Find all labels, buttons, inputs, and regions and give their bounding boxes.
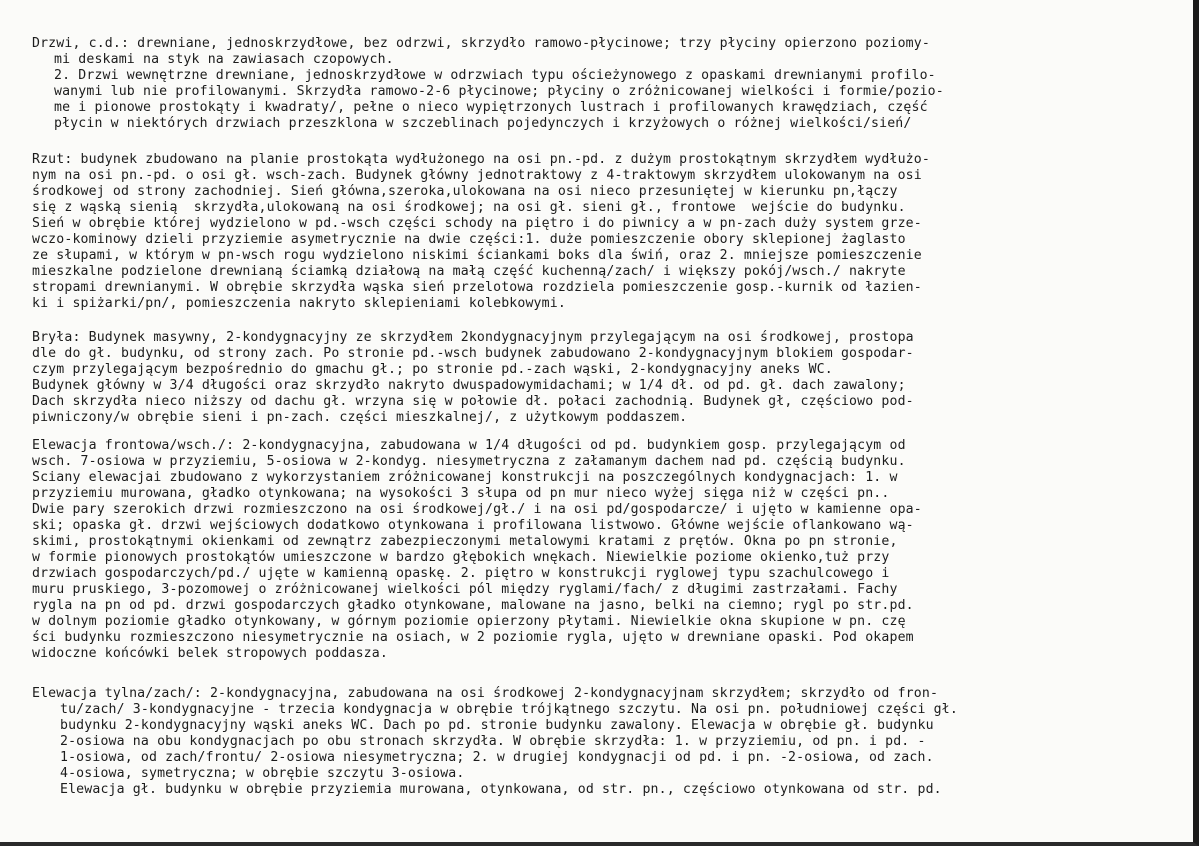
text-line: Rzut: budynek zbudowano na planie prostokąta wydłużonego na osi pn.-pd. z dużym prostokątnym skrzydłem wydłużo- <box>32 152 930 167</box>
paragraph-rzut <box>32 152 1179 312</box>
paragraph-drzwi <box>32 36 1179 132</box>
text-line: widoczne końcówki belek stropowych poddasza. <box>32 646 388 661</box>
text-line: muru pruskiego, 3-pozomowej o zróżnicowanej wielkości pól między ryglami/fach/ z długimi zastrzałami. Fachy <box>32 582 898 597</box>
text-line: drzwiach gospodarczych/pd./ ujęte w kamienną opaskę. 2. piętro w konstrukcji ryglowej typu szachulcowego i <box>32 566 890 581</box>
text-line: środkowej od strony zachodniej. Sień główna,szeroka,ulokowana na osi nieco przesuniętej w kierunku pn,łączy <box>32 184 898 199</box>
text-line: w formie pionowych prostokątów umieszczone w bardzo głębokich wnękach. Niewielkie poziome okienko,tuż przy <box>32 550 890 565</box>
text-line: wczo-kominowy dzieli przyziemie asymetrycznie na dwie części:1. duże pomieszczenie obory sklepionej żaglasto <box>32 232 906 247</box>
text-line: 4-osiowa, symetryczna; w obrębie szczytu 3-osiowa. <box>60 766 465 781</box>
text-line: nym na osi pn.-pd. o osi gł. wsch-zach. Budynek główny jednotraktowy z 4-traktowym skrzydłem ulokowanym na osi <box>32 168 922 183</box>
text-line: Ściany elewacjai zbudowano z wykorzystaniem zróżnicowanej konstrukcji na poszczególnych kondygnacjach: 1. w <box>32 470 898 485</box>
text-line: ski; opaska gł. drzwi wejściowych dodatkowo otynkowana i profilowana listwowo. Główne wejście oflankowano wą- <box>32 518 914 533</box>
text-line: rygla na pn od pd. drzwi gospodarczych gładko otynkowane, malowane na jasno, belki na ciemno; rygl po str.pd. <box>32 598 914 613</box>
text-line: czym przylegającym bezpośrednio do gmachu gł.; po stronie pd.-zach wąski, 2-kondygnacyjny aneks WC. <box>32 362 833 377</box>
text-line: 2-osiowa na obu kondygnacjach po obu stronach skrzydła. W obrębie skrzydła: 1. w przyziemiu, od pn. i pd. - <box>60 734 926 749</box>
text-line: piwniczony/w obrębie sieni i pn-zach. części mieszkalnej/, z użytkowym poddaszem. <box>32 410 688 425</box>
text-line: w dolnym poziomie gładko otynkowany, w górnym poziomie opierzony płytami. Niewielkie okna skupione w pn. czę <box>32 614 906 629</box>
text-line: dle do gł. budynku, od strony zach. Po stronie pd.-wsch budynek zabudowano 2-kondygnacyjnym blokiem gospodar- <box>32 346 914 361</box>
text-line: Dach skrzydła nieco niższy od dachu gł. wrzyna się w połowie dł. połaci zachodnią. Budynek gł, częściowo pod- <box>32 394 914 409</box>
text-line: wsch. 7-osiowa w przyziemiu, 5-osiowa w 2-kondyg. niesymetryczna z załamanym dachem nad pd. częścią budynku. <box>32 454 906 469</box>
text-line: Bryła: Budynek masywny, 2-kondygnacyjny ze skrzydłem 2kondygnacyjnym przylegającym na osi środkowej, prostopa <box>32 330 914 345</box>
text-line: Elewacja frontowa/wsch./: 2-kondygnacyjna, zabudowana w 1/4 długości od pd. budynkiem gosp. przylegającym od <box>32 438 906 453</box>
text-line: Sień w obrębie której wydzielono w pd.-wsch części schody na piętro i do piwnicy a w pn-zach duży system grze- <box>32 216 922 231</box>
text-line: me i pionowe prostokąty i kwadraty/, pełne o nieco wypiętrzonych lustrach i profilowanych krawędziach, część <box>54 100 928 115</box>
text-line: ści budynku rozmieszczono niesymetrycznie na osiach, w 2 poziomie rygla, ujęto w drewniane opaski. Pod okapem <box>32 630 914 645</box>
text-line: Elewacja gł. budynku w obrębie przyziemia murowana, otynkowana, od str. pn., częściowo otynkowana od str. pd. <box>60 782 942 797</box>
text-line: Budynek główny w 3/4 długości oraz skrzydło nakryto dwuspadowymidachami; w 1/4 dł. od pd. gł. dach zawalony; <box>32 378 906 393</box>
paragraph-bryla <box>32 330 1179 426</box>
text-line: skimi, prostokątnymi okienkami od zewnątrz zabezpieczonymi metalowymi kratami z prętów. Okna po pn stronie, <box>32 534 898 549</box>
text-line: budynku 2-kondygnacyjny wąski aneks WC. Dach po pd. stronie budynku zawalony. Elewacja w obrębie gł. budynku <box>60 718 934 733</box>
text-line: tu/zach/ 3-kondygnacyjne - trzecia kondygnacja w obrębie trójkątnego szczytu. Na osi pn. południowej części gł. <box>60 702 958 717</box>
text-line: stropami drewnianymi. W obrębie skrzydła wąska sień przelotowa rozdziela pomieszczenie gosp.-kurnik od łazien- <box>32 280 922 295</box>
text-line: się z wąską sienią skrzydła,ulokowaną na osi środkowej; na osi gł. sieni gł., frontowe wejście do budynku. <box>32 200 906 215</box>
text-line: przyziemiu murowana, gładko otynkowana; na wysokości 3 słupa od pn mur nieco wyżej sięga niż w części pn.. <box>32 486 890 501</box>
text-line: płycin w niektórych drzwiach przeszklona w szczeblinach pojedynczych i krzyżowych o różnej wielkości/sień/ <box>54 116 912 131</box>
text-line: ze słupami, w którym w pn-wsch rogu wydzielono niskimi ściankami boks dla świń, oraz 2. mniejsze pomieszczenie <box>32 248 922 263</box>
text-line: mi deskami na styk na zawiasach czopowych. <box>54 52 394 67</box>
text-line: Elewacja tylna/zach/: 2-kondygnacyjna, zabudowana na osi środkowej 2-kondygnacyjnam skrzydłem; skrzydło od fron- <box>32 686 939 701</box>
text-line: 1-osiowa, od zach/frontu/ 2-osiowa niesymetryczna; 2. w drugiej kondygnacji od pd. i pn. -2-osiowa, od zach. <box>60 750 934 765</box>
text-line: ki i spiżarki/pn/, pomieszczenia nakryto sklepieniami kolebkowymi. <box>32 296 566 311</box>
text-line: Dwie pary szerokich drzwi rozmieszczono na osi środkowej/gł./ i na osi pd/gospodarcze/ i ujęto w kamienne opa- <box>32 502 922 517</box>
text-line: wanymi lub nie profilowanymi. Skrzydła ramowo-2-6 płycinowe; płyciny o zróżnicowanej wielkości i formie/pozio- <box>54 84 944 99</box>
text-line: Drzwi, c.d.: drewniane, jednoskrzydłowe, bez odrzwi, skrzydło ramowo-płycinowe; trzy płyciny opierzono poziomy- <box>32 36 930 51</box>
paragraph-elewacja-tylna <box>32 686 1179 798</box>
text-line: 2. Drzwi wewnętrzne drewniane, jednoskrzydłowe w odrzwiach typu ościeżynowego z opaskami drewnianymi profilo- <box>54 68 936 83</box>
text-line: mieszkalne podzielone drewnianą ściamką działową na małą część kuchenną/zach/ i większy pokój/wsch./ nakryte <box>32 264 906 279</box>
paragraph-elewacja-frontowa <box>32 438 1179 662</box>
